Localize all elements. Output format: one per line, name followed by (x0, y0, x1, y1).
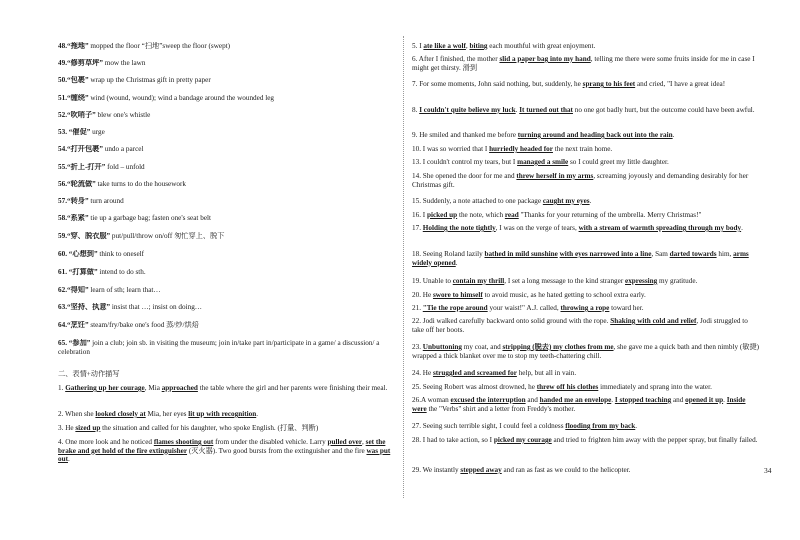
vocab-item-59: 59.“穿、脱衣服” put/pull/throw on/off 匆忙穿上、脱下 (58, 232, 225, 240)
sentence-1: 1. Gathering up her courage, Mia approached the table where the girl and her parents were finishing their meal. (58, 384, 388, 392)
sentence-3: 3. He sized up the situation and called for his daughter, who spoke English. (打量、判断) (58, 424, 319, 432)
vocab-item-60: 60. “心想到” think to oneself (58, 250, 145, 258)
sentence-13: 13. I couldn't control my tears, but I managed a smile so I could greet my little daughter. (412, 158, 669, 166)
sentence-10: 10. I was so worried that I hurriedly headed for the next train home. (412, 145, 613, 153)
sentence-24: 24. He struggled and screamed for help, but all in vain. (412, 369, 577, 377)
sentence-27: 27. Seeing such terrible sight, I could feel a coldness flooding from my back. (412, 422, 638, 430)
vocab-item-57: 57.“转身” turn around (58, 197, 124, 205)
vocab-item-65: 65. “参加” join a club; join sb. in visiting the museum; join in/take part in/participate in a game/ a discussion/ a celebration (58, 339, 380, 356)
vocab-item-48: 48.“拖地” mopped the floor “扫地”sweep the floor (swept) (58, 42, 231, 50)
vocab-item-52: 52.“吹哨子” blew one's whistle (58, 111, 151, 119)
sentence-19: 19. Unable to contain my thrill, I set a long message to the kind stranger expressing my gratitude. (412, 277, 698, 285)
sentence-20: 20. He swore to himself to avoid music, as he hated getting to school extra early. (412, 291, 646, 299)
vocab-item-63: 63.“坚持、执意” insist that …; insist on doing… (58, 303, 202, 311)
sentence-28: 28. I had to take action, so I picked my courage and tried to frighten him away with the pepper spray, but finally failed. (412, 436, 758, 444)
sentence-29: 29. We instantly stepped away and ran as fast as we could to the helicopter. (412, 466, 631, 474)
vocab-item-49: 49.“修剪草坪” mow the lawn (58, 59, 146, 67)
sentence-21: 21. "Tie the rope around your waist!" A.J. called, throwing a rope toward her. (412, 304, 644, 312)
sentence-4: 4. One more look and he noticed flames shooting out from under the disabled vehicle. Larry pulled over, set the brake and get hold of the fire extinguisher (灭火器). Two good bursts from the extinguisher and the fire was put out. (58, 438, 391, 464)
page-number: 34 (764, 466, 772, 475)
vocab-item-53: 53. “催促” urge (58, 128, 105, 136)
vocab-item-55: 55.“折上-打开” fold – unfold (58, 163, 145, 171)
vocab-item-51: 51.“缠绕” wind (wound, wound); wind a bandage around the wounded leg (58, 94, 274, 102)
sentence-6: 6. After I finished, the mother slid a paper bag into my hand, telling me there were some fruits inside for me in case I might get thirsty. 滑到 (412, 55, 755, 72)
sentence-18: 18. Seeing Roland lazily bathed in mild sunshine with eyes narrowed into a line, Sam darted towards him, arms widely opened. (412, 250, 749, 267)
sentence-25: 25. Seeing Robert was almost drowned, he threw off his clothes immediately and sprang into the water. (412, 383, 712, 391)
sentence-17: 17. Holding the note tightly, I was on the verge of tears, with a stream of warmth spreading through my body. (412, 224, 743, 232)
sentence-5: 5. I ate like a wolf, biting each mouthful with great enjoyment. (412, 42, 596, 50)
vocab-item-50: 50.“包裹” wrap up the Christmas gift in pretty paper (58, 76, 211, 84)
sentence-9: 9. He smiled and thanked me before turning around and heading back out into the rain. (412, 131, 675, 139)
vocab-item-64: 64.“烹饪” steam/fry/bake one's food 蒸/炒/烘焙 (58, 321, 199, 329)
sentence-22: 22. Jodi walked carefully backward onto solid ground with the rope. Shaking with cold and relief, Jodi struggled to take off her boots. (412, 317, 748, 334)
section-title: 二、表情+动作描写 (58, 370, 120, 378)
vocab-item-61: 61. “打算做” intend to do sth. (58, 268, 146, 276)
vocab-item-62: 62.“得知” learn of sth; learn that… (58, 286, 161, 294)
sentence-16: 16. I picked up the note, which read "Thanks for your returning of the umbrella. Merry Christmas!" (412, 211, 702, 219)
sentence-14: 14. She opened the door for me and threw herself in my arms, screaming joyously and demanding desirably for her Christmas gift. (412, 172, 749, 189)
column-divider (403, 36, 404, 498)
sentence-8: 8. I couldn't quite believe my luck. It turned out that no one got badly hurt, but the outcome could have been awful. (412, 106, 755, 114)
vocab-item-54: 54.“打开包裹” undo a parcel (58, 145, 144, 153)
sentence-26: 26.A woman excused the interruption and handed me an envelope. I stopped teaching and opened it up. Inside were the "Verbs" shirt and a letter from Freddy's mother. (412, 396, 746, 413)
vocab-item-58: 58.“系紧” tie up a garbage bag; fasten one's seat belt (58, 214, 211, 222)
sentence-7: 7. For some moments, John said nothing, but, suddenly, he sprang to his feet and cried, "I have a great idea! (412, 80, 726, 88)
sentence-15: 15. Suddenly, a note attached to one package caught my eyes. (412, 197, 592, 205)
sentence-23: 23. Unbuttoning my coat, and stripping (脱去) my clothes from me, she gave me a quick bath and then nimbly (敏捷) wrapped a thick blanket over me to stop my teeth-chattering chill. (412, 343, 760, 360)
sentence-2: 2. When she looked closely at Mia, her eyes lit up with recognition. (58, 410, 258, 418)
vocab-item-56: 56.“轮流做” take turns to do the housework (58, 180, 186, 188)
